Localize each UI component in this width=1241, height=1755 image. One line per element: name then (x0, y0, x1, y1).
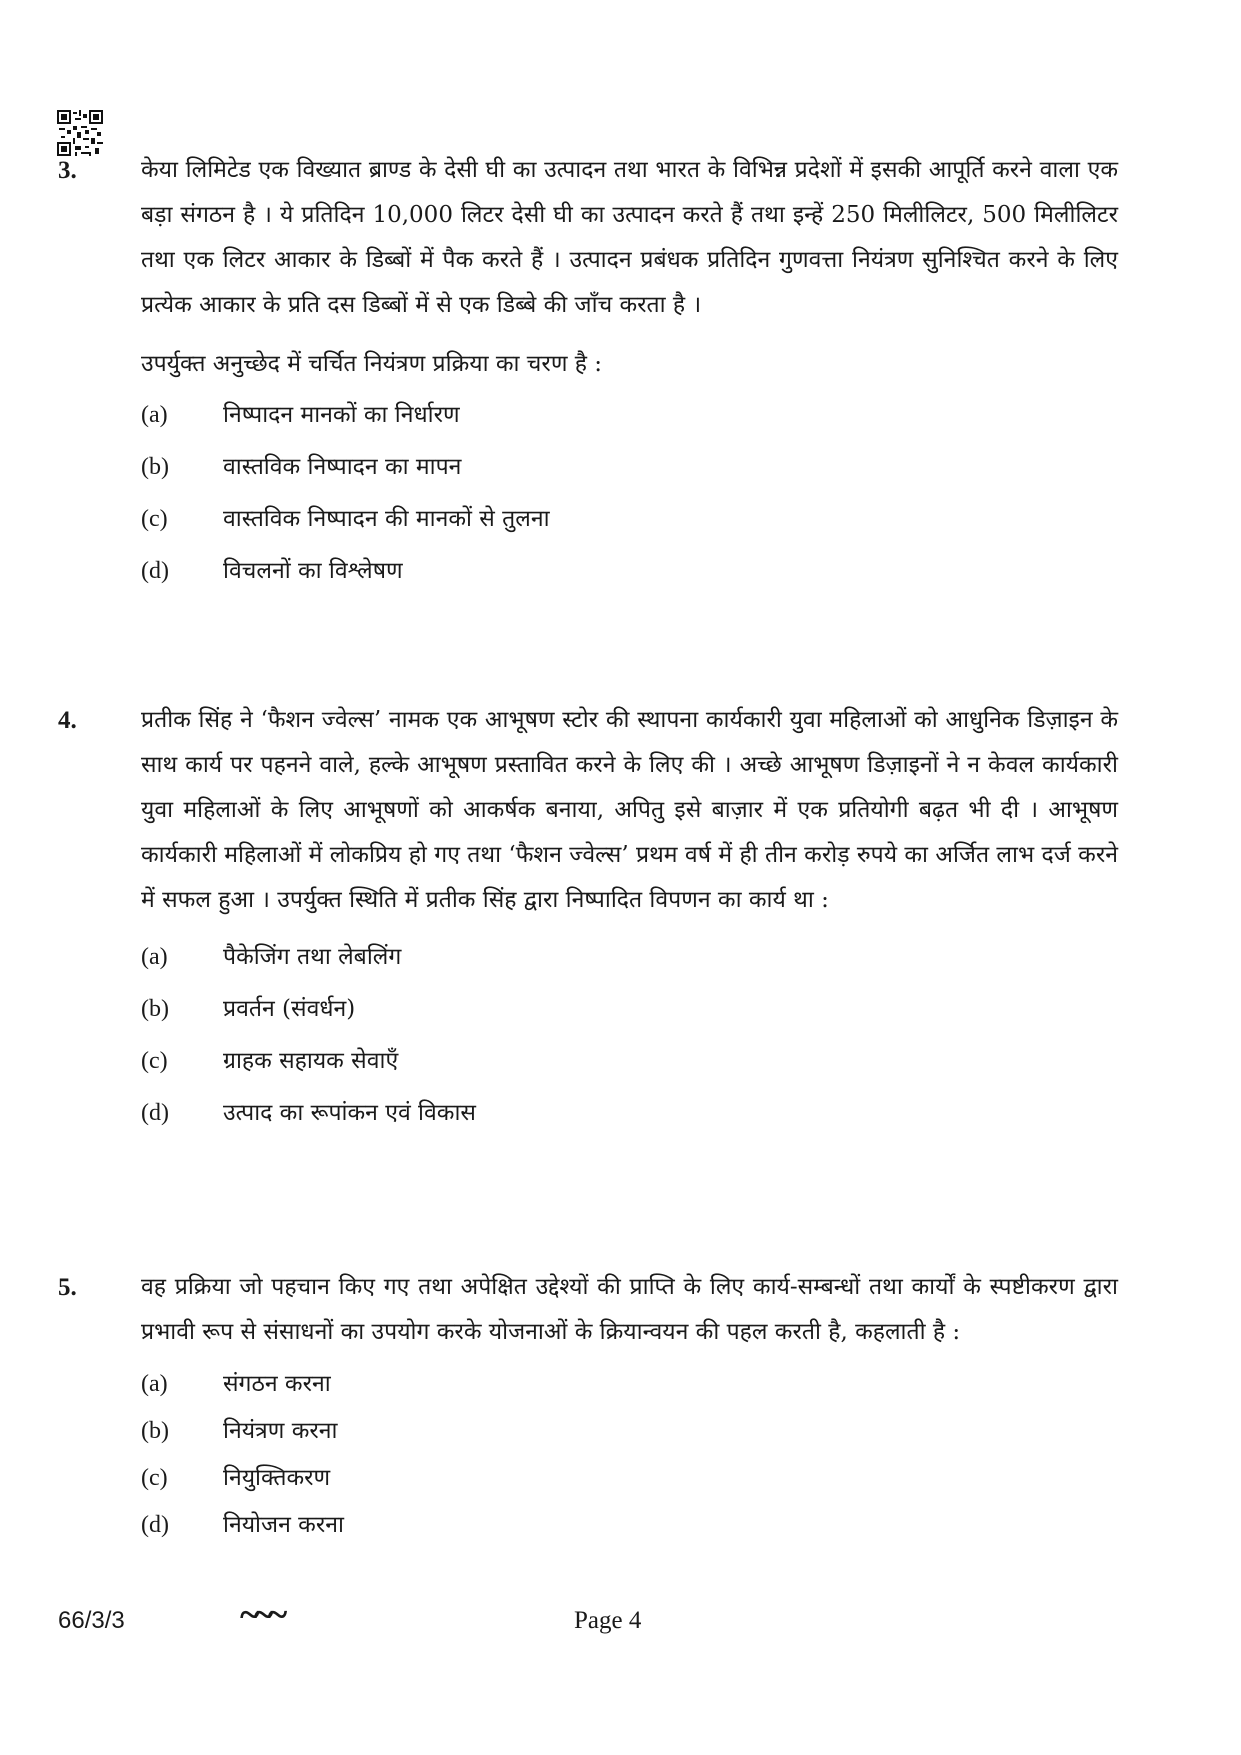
option-a (141, 1361, 1118, 1408)
option-a (141, 931, 1118, 983)
option-label: (b) (141, 454, 169, 480)
option-list (141, 389, 1118, 597)
question-number: 3. (58, 157, 77, 184)
question-4 (58, 698, 1118, 1139)
option-d (141, 1502, 1118, 1549)
option-d (141, 1087, 1118, 1139)
option-c (141, 493, 1118, 545)
tilde-ornament: ~~~ (240, 1594, 282, 1636)
option-label: (a) (141, 1371, 168, 1397)
question-text: वह प्रक्रिया जो पहचान किए गए तथा अपेक्षित उद्देश्यों की प्राप्ति के लिए कार्य-सम्बन्धों तथा कार्यों के स्पष्टीकरण द्वारा प्रभावी रूप से संसाधनों का उपयोग करके योजनाओं के क्रियान्वयन की पहल करती है, कहलाती है : (141, 1274, 1118, 1345)
option-text: विचलनों का विश्लेषण (223, 558, 403, 584)
option-label: (d) (141, 1512, 169, 1538)
option-list (141, 1361, 1118, 1549)
option-label: (d) (141, 558, 169, 584)
option-label: (a) (141, 402, 168, 428)
page-footer (0, 1594, 1241, 1647)
option-label: (a) (141, 944, 168, 970)
page-number: Page 4 (574, 1607, 642, 1634)
option-label: (b) (141, 1418, 169, 1444)
option-text: प्रवर्तन (संवर्धन) (223, 996, 356, 1022)
option-list (141, 931, 1118, 1139)
option-text: उत्पाद का रूपांकन एवं विकास (223, 1100, 476, 1126)
option-b (141, 983, 1118, 1035)
question-text: प्रतीक सिंह ने ‘फैशन ज्वेल्स’ नामक एक आभूषण स्टोर की स्थापना कार्यकारी युवा महिलाओं को आधुनिक डिज़ाइन के साथ कार्य पर पहनने वाले, हल्के आभूषण प्रस्तावित करने के लिए की । अच्छे आभूषण डिज़ाइनों ने न केवल कार्यकारी युवा महिलाओं के लिए आभूषणों को आकर्षक बनाया, अपितु इसे बाज़ार में एक प्रतियोगी बढ़त भी दी । आभूषण कार्यकारी महिलाओं में लोकप्रिय हो गए तथा ‘फैशन ज्वेल्स’ प्रथम वर्ष में ही तीन करोड़ रुपये का अर्जित लाभ दर्ज करने में सफल हुआ । उपर्युक्त स्थिति में प्रतीक सिंह द्वारा निष्पादित विपणन का कार्य था : (141, 707, 1118, 913)
question-5 (58, 1265, 1118, 1549)
question-number: 5. (58, 1274, 77, 1301)
option-text: वास्तविक निष्पादन की मानकों से तुलना (223, 506, 550, 532)
option-text: वास्तविक निष्पादन का मापन (223, 454, 462, 480)
question-number: 4. (58, 707, 77, 734)
option-text: नियुक्तिकरण (223, 1465, 331, 1491)
option-text: नियंत्रण करना (223, 1418, 338, 1444)
option-text: पैकेजिंग तथा लेबलिंग (223, 944, 402, 970)
question-text: केया लिमिटेड एक विख्यात ब्राण्ड के देसी घी का उत्पादन तथा भारत के विभिन्न प्रदेशों में इसकी आपूर्ति करने वाला एक बड़ा संगठन है । ये प्रतिदिन 10,000 लिटर देसी घी का उत्पादन करते हैं तथा इन्हें 250 मिलीलिटर, 500 मिलीलिटर तथा एक लिटर आकार के डिब्बों में पैक करते हैं । उत्पादन प्रबंधक प्रतिदिन गुणवत्ता नियंत्रण सुनिश्चित करने के लिए प्रत्येक आकार के प्रति दस डिब्बों में से एक डिब्बे की जाँच करता है । (141, 157, 1118, 318)
option-c (141, 1035, 1118, 1087)
option-a (141, 389, 1118, 441)
option-text: संगठन करना (223, 1371, 331, 1397)
option-text: नियोजन करना (223, 1512, 344, 1538)
option-label: (c) (141, 1048, 168, 1074)
question-lead: उपर्युक्त अनुच्छेद में चर्चित नियंत्रण प्रक्रिया का चरण है : (141, 351, 603, 377)
option-label: (c) (141, 1465, 168, 1491)
option-b (141, 441, 1118, 493)
paper-code: 66/3/3 (58, 1607, 125, 1634)
option-c (141, 1455, 1118, 1502)
option-d (141, 545, 1118, 597)
option-text: निष्पादन मानकों का निर्धारण (223, 402, 460, 428)
question-3 (58, 148, 1118, 597)
option-text: ग्राहक सहायक सेवाएँ (223, 1048, 399, 1074)
option-label: (c) (141, 506, 168, 532)
option-b (141, 1408, 1118, 1455)
option-label: (b) (141, 996, 169, 1022)
option-label: (d) (141, 1100, 169, 1126)
